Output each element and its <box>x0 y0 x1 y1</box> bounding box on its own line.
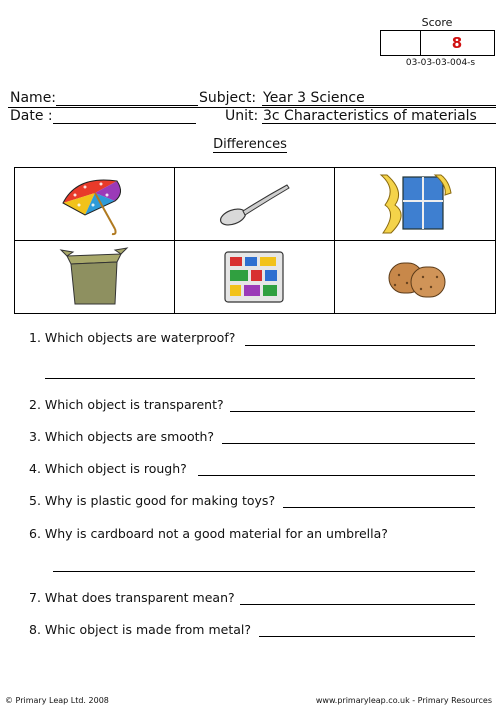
toy-icon <box>215 244 295 310</box>
answer-line-5[interactable] <box>283 507 475 508</box>
answer-line-6[interactable] <box>53 571 475 572</box>
picture-grid <box>14 167 496 314</box>
answer-line-1[interactable] <box>245 345 475 346</box>
footer-website: www.primaryleap.co.uk - Primary Resources <box>315 696 492 705</box>
footer-copyright: © Primary Leap Ltd. 2008 <box>5 696 109 705</box>
worksheet-code: 03-03-03-004-s <box>405 58 476 68</box>
subject-label: Subject: <box>199 90 257 106</box>
answer-line-2[interactable] <box>230 411 475 412</box>
answer-line-8[interactable] <box>259 636 475 637</box>
unit-value: 3c Characteristics of materials <box>263 108 477 124</box>
date-field[interactable] <box>53 123 196 124</box>
cork-icon <box>375 247 455 307</box>
answer-line-7[interactable] <box>240 604 475 605</box>
cork-cell <box>335 241 495 314</box>
subject-field <box>262 105 496 106</box>
umbrella-icon <box>55 171 135 237</box>
spoon-cell <box>175 168 335 241</box>
page-title: Differences <box>213 137 287 152</box>
name-label: Name: <box>10 90 57 106</box>
date-label: Date : <box>10 108 53 124</box>
toy-cell <box>175 241 335 314</box>
question-8: 8. Whic object is made from metal? <box>29 622 251 637</box>
unit-field <box>262 123 496 124</box>
score-label: Score <box>421 16 453 29</box>
unit-label: Unit: <box>225 108 259 124</box>
name-field[interactable] <box>56 105 198 106</box>
answer-line-1b[interactable] <box>45 378 475 379</box>
score-box <box>380 30 495 56</box>
subject-value: Year 3 Science <box>263 90 365 106</box>
question-6: 6. Why is cardboard not a good material for an umbrella? <box>29 526 388 541</box>
question-1: 1. Which objects are waterproof? <box>29 330 236 345</box>
question-2: 2. Which object is transparent? <box>29 397 224 412</box>
window-curtain-icon <box>375 171 455 237</box>
question-5: 5. Why is plastic good for making toys? <box>29 493 276 508</box>
cardboard-box-icon <box>55 244 135 310</box>
question-7: 7. What does transparent mean? <box>29 590 235 605</box>
question-4: 4. Which object is rough? <box>29 461 187 476</box>
window-cell <box>335 168 495 241</box>
answer-line-3[interactable] <box>222 443 475 444</box>
question-3: 3. Which objects are smooth? <box>29 429 215 444</box>
umbrella-cell <box>15 168 175 241</box>
spoon-icon <box>215 179 295 229</box>
answer-line-4[interactable] <box>198 475 475 476</box>
box-cell <box>15 241 175 314</box>
score-value: 8 <box>451 34 463 52</box>
